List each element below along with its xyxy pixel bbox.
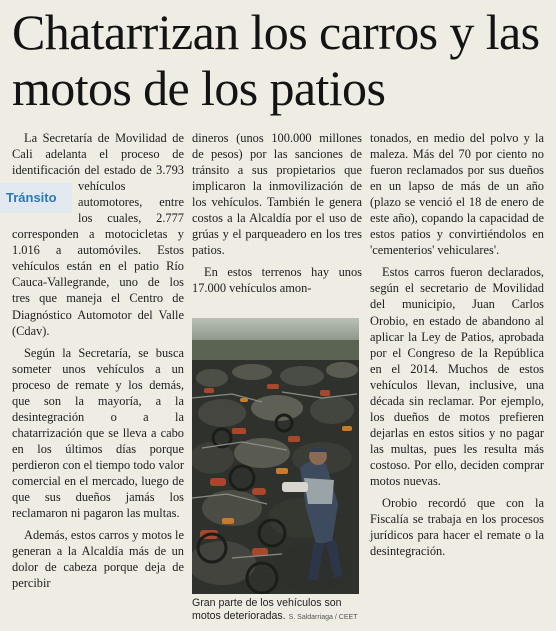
- junkyard-motorcycles-image: [192, 318, 359, 594]
- paragraph: Orobio recordó que con la Fiscalía se trabaja en los procesos jurídicos para hacer el remate o la desintegración.: [370, 496, 544, 559]
- section-tag: Tránsito: [0, 183, 72, 213]
- news-photo: [192, 318, 359, 594]
- article-column-2: [192, 130, 362, 296]
- headline: Chatarrizan los carros y las motos de los patios: [12, 4, 540, 116]
- paragraph: Según la Secretaría, se busca someter unos vehículos a un proceso de remate y los demás, que son la mayoría, a la desintegración o a la chatarrización que se lleva a cabo en los últimos días porque perdieron con el tiempo todo valor comercial en el mercado, luego de que sus dueños jamás los reclamaron ni pagaron las multas.: [12, 345, 184, 521]
- paragraph: tonados, en medio del polvo y la maleza. Más del 70 por ciento no fueron reclamados por sus dueños en un lapso de más de un año (plazo se venció el 18 de enero de este año), copando la capacidad de estos patios y convirtiéndolos en 'cementerios' vehiculares'.: [370, 131, 544, 258]
- article-column-1: [6, 130, 184, 591]
- paragraph: Estos carros fueron declarados, según el secretario de Movilidad del municipio, Juan Carlos Orobio, en estado de abandono al aplicar la Ley de Patios, aprobada por el Congreso de la República en el 2014. Muchos de estos vehículos llevan, inclusive, una década sin reclamar. Por ejemplo, los dueños de motos prefieren dejarlas en estos sitios y no pagar las multas, pues les resulta más costoso. Por ello, deciden comprar motos nuevas.: [370, 265, 544, 488]
- article-column-3: [370, 130, 544, 559]
- paragraph-lead: La Secretaría de Movilidad de Cali adelanta el proceso de identificación del estado de 3.793 vehículos: [12, 131, 184, 194]
- photo-caption: [192, 597, 366, 624]
- paragraph: [6, 130, 184, 339]
- paragraph: En estos terrenos hay unos 17.000 vehículos amon-: [192, 265, 362, 296]
- photo-credit: S. Saldarriaga / CEET: [288, 614, 358, 621]
- caption-text: Gran parte de los vehículos son motos deterioradas.: [192, 597, 342, 622]
- paragraph-rest: automotores, entre los cuales, 2.777 corresponden a motocicletas y 1.016 a automóviles. Estos vehículos están en el patio Río Cauca-Vallegrande, uno de los tres que maneja el Centro de Diagnóstico Automotor del Valle (Cdav).: [12, 195, 184, 338]
- paragraph: dineros (unos 100.000 millones de pesos) por las sanciones de tránsito a sus propietarios que implicaron la inmovilización de los vehículos. También le genera costos a la Alcaldía por el uso de grúas y el parqueadero en los tres patios.: [192, 131, 362, 258]
- paragraph: Además, estos carros y motos le generan a la Alcaldía más de un dolor de cabeza porque deja de percibir: [12, 528, 184, 591]
